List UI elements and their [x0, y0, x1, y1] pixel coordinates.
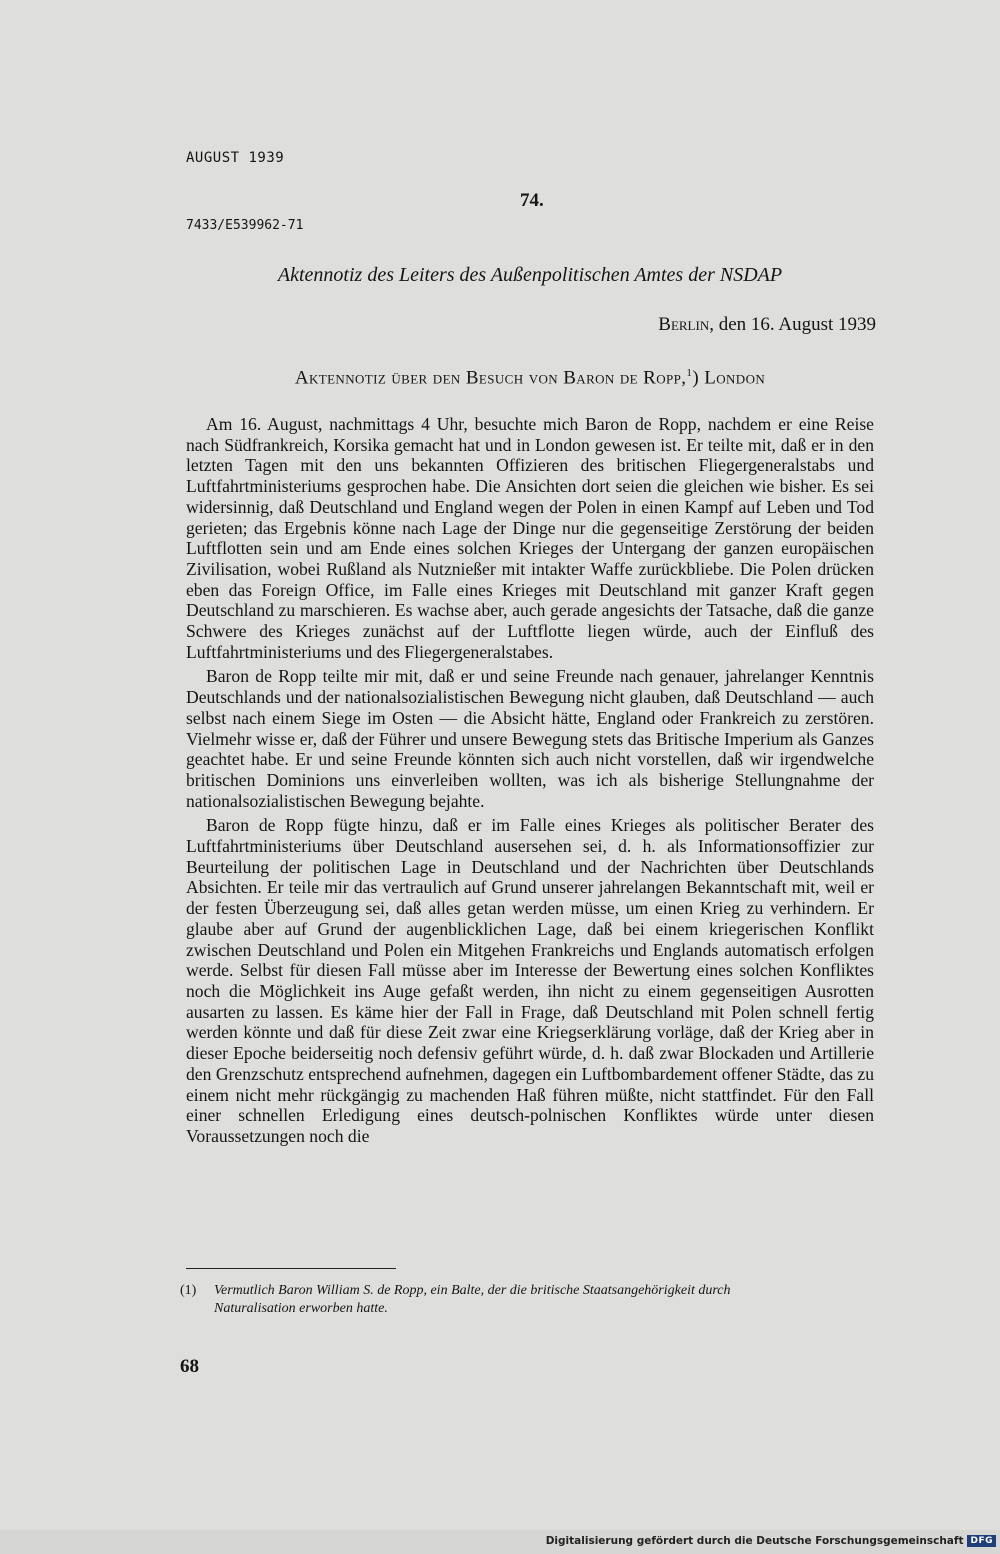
funding-logo: DFG	[967, 1535, 996, 1547]
paragraph: Am 16. August, nachmittags 4 Uhr, besuchte mich Baron de Ropp, nachdem er eine Reise nach Südfrankreich, Korsika gemacht hat und in London gewesen ist. Er teilte mit, daß er in den letzten Tagen mit den uns bekannten Offizieren des britischen Fliegergeneralstabs und Luftfahrtministeriums gesprochen habe. Die Ansichten dort seien die gleichen wie bisher. Es sei widersinnig, daß Deutschland und England wegen der Polen in einen Kampf auf Leben und Tod gerieten; das Ergebnis könne nach Lage der Dinge nur die gegenseitige Zerstörung der beiden Luftflotten sein und am Ende eines solchen Krieges der Untergang der ganzen europäischen Zivilisation, wobei Rußland als Nutznießer mit intakter Waffe zurückbliebe. Die Polen drücken eben das Foreign Office, im Falle eines Krieges mit Deutschland mit ganzer Kraft gegen Deutschland zu marschieren. Es wachse aber, auch gerade angesichts der Tatsache, daß die ganze Schwere des Krieges zunächst auf der Luftflotte liegen würde, auch der Einfluß des Luftfahrtministeriums und des Fliegergeneralstabes.	[186, 414, 874, 662]
footnote-divider	[186, 1268, 396, 1269]
date: , den 16. August 1939	[709, 314, 876, 335]
page-number: 68	[180, 1356, 199, 1377]
funding-bar	[546, 1532, 996, 1550]
heading-part2: ) London	[692, 367, 766, 389]
paragraph: Baron de Ropp teilte mir mit, daß er und seine Freunde nach genauer, jahrelanger Kenntnis Deutschlands und der nationalsozialistischen Bewegung nicht glauben, daß Deutschland — auch selbst nach einem Siege im Osten — die Absicht hätte, England oder Frankreich zu zerstören. Vielmehr wisse er, daß der Führer und unsere Bewegung stets das Britische Imperium als Ganzes geachtet habe. Er und seine Freunde könnten sich auch nicht vorstellen, daß wir irgendwelche britischen Dominions uns einverleiben wollten, was ich als bisherige Stellungnahme der nationalsozialistischen Bewegung bejahte.	[186, 666, 874, 811]
place-date	[658, 314, 876, 336]
running-head: AUGUST 1939	[186, 150, 285, 166]
archive-reference: 7433/E539962-71	[186, 218, 304, 233]
document-number: 74.	[520, 190, 544, 211]
document-title: Aktennotiz des Leiters des Außenpolitischen Amtes der NSDAP	[277, 264, 783, 286]
body-text	[186, 414, 874, 1151]
footnote-marker: (1)	[180, 1283, 197, 1298]
footnote	[180, 1282, 874, 1318]
place: Berlin	[658, 314, 710, 335]
funding-note: Digitalisierung gefördert durch die Deutsche Forschungsgemeinschaft	[545, 1535, 964, 1547]
footnote-line2: Naturalisation erworben hatte.	[214, 1301, 388, 1316]
footnote-line1: Vermutlich Baron William S. de Ropp, ein Balte, der die britische Staatsangehörigkeit durch	[214, 1283, 731, 1298]
section-heading	[186, 367, 874, 389]
heading-footnote-ref: 1	[686, 367, 693, 379]
paragraph: Baron de Ropp fügte hinzu, daß er im Falle eines Krieges als politischer Berater des Luftfahrtministeriums über Deutschland ausersehen sei, d. h. als Informationsoffizier zur Beurteilung der politischen Lage in Deutschland und der Nachrichten über Deutschlands Absichten. Er teile mir das vertraulich auf Grund unserer jahrelangen Bekanntschaft mit, weil er der festen Überzeugung sei, daß alles getan werden müsse, um einen Krieg zu verhindern. Er glaube aber auf Grund der augenblicklichen Lage, daß bei einem kriegerischen Konflikt zwischen Deutschland und Polen ein Mitgehen Frankreichs und Englands automatisch erfolgen werde. Selbst für diesen Fall müsse aber im Interesse der Bewertung eines solchen Konfliktes noch die Möglichkeit ins Auge gefaßt werden, ihn nicht zu einem gegenseitigen Ausrotten ausarten zu lassen. Es käme hier der Fall in Frage, daß Deutschland mit Polen schnell fertig werden könnte und daß für diese Zeit zwar eine Kriegserklärung vorläge, daß der Krieg aber in dieser Epoche beiderseitig noch defensiv geführt würde, d. h. daß zwar Blockaden und Artillerie den Grenzschutz entsprechend aufnehmen, dagegen ein Luftbombardement offener Städte, das zu einem nicht mehr rückgängig zu machenden Haß führen müßte, nicht stattfindet. Für den Fall einer schnellen Erledigung eines deutsch-polnischen Konfliktes würde unter diesen Voraussetzungen noch die	[186, 815, 874, 1146]
heading-part1: Aktennotiz über den Besuch von Baron de Ropp,	[294, 367, 687, 389]
